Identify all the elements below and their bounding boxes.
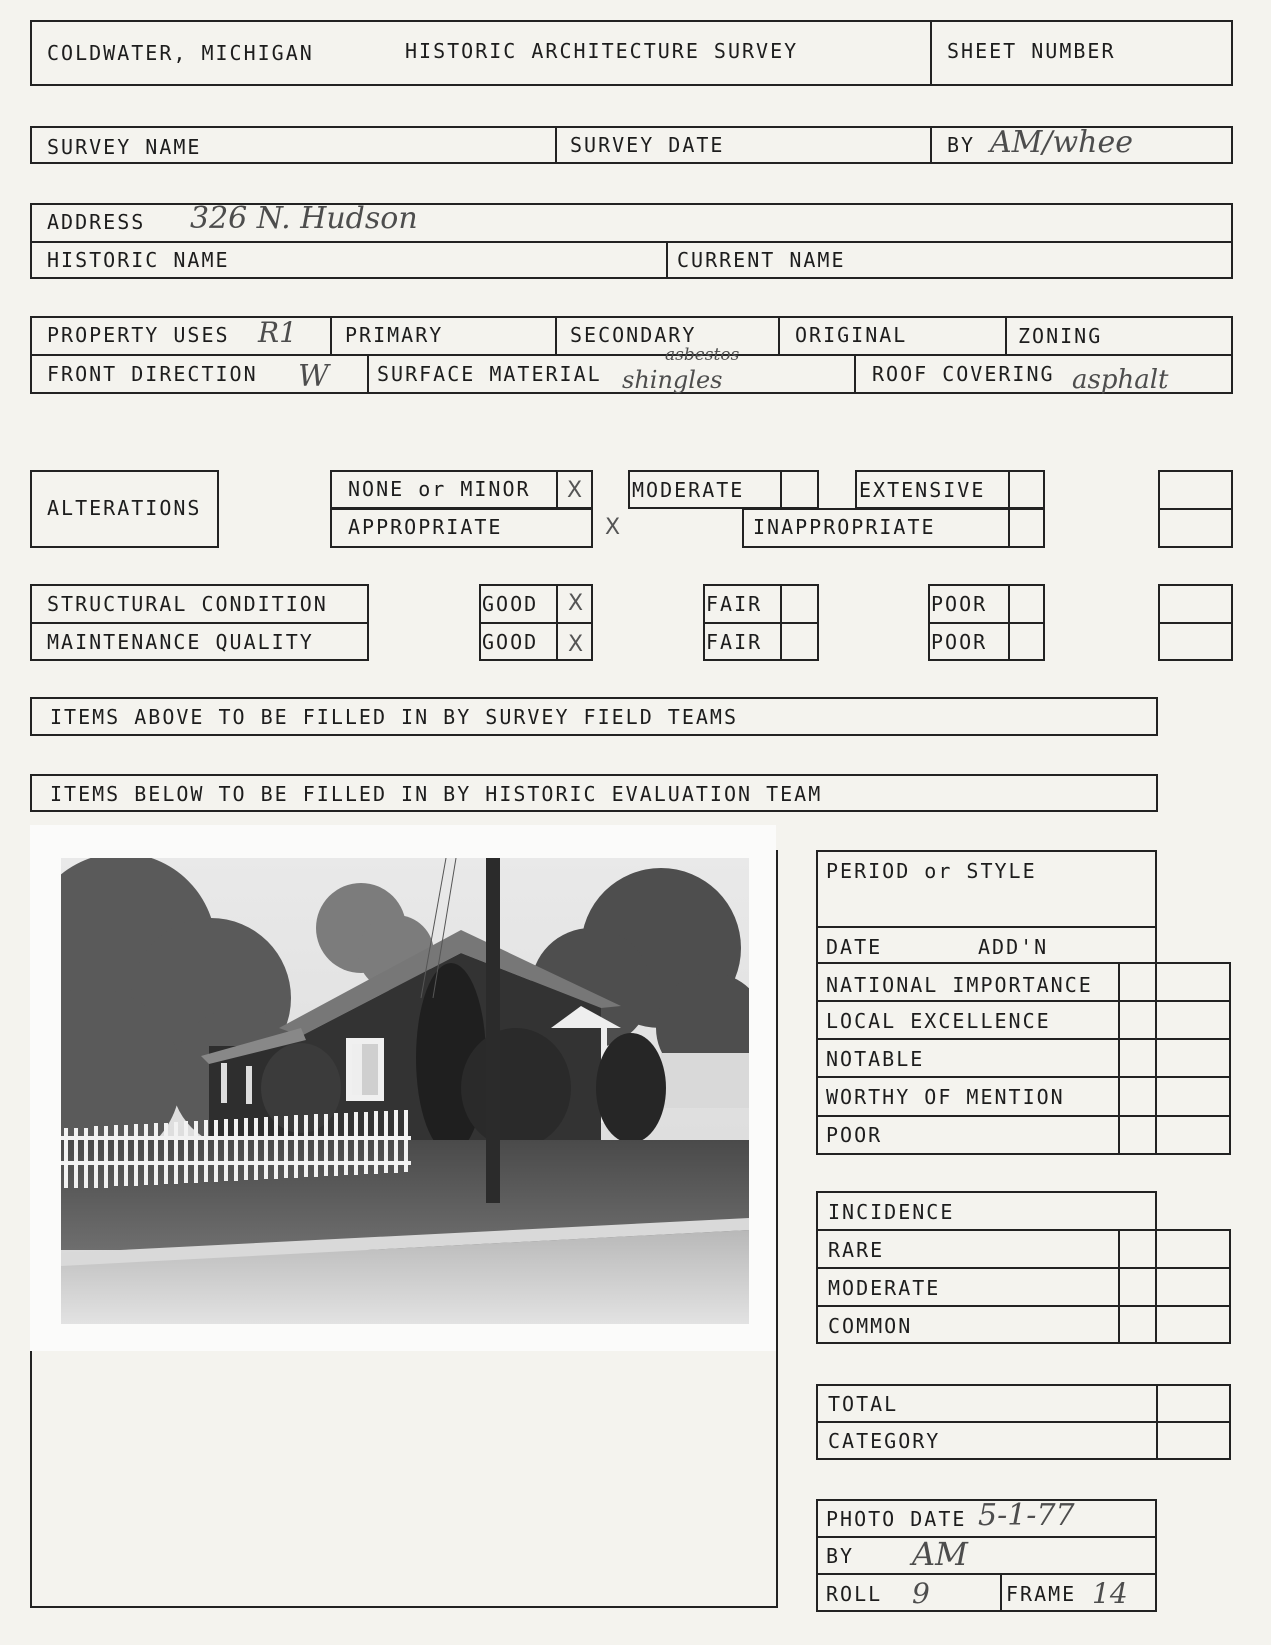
period-style-label: PERIOD or STYLE [826,859,1037,883]
roof-covering-handwriting: asphalt [1072,365,1169,395]
addn-label: ADD'N [978,935,1049,959]
rare-label: RARE [828,1238,885,1262]
roll-label: ROLL [826,1582,883,1606]
header-divider [930,20,932,86]
eval-poor-label: POOR [826,1123,883,1147]
incidence-moderate-label: MODERATE [828,1276,941,1300]
condition-label-divider [30,622,369,624]
property-uses-label: PROPERTY USES [47,323,230,347]
property-col-1 [330,316,332,354]
zoning-label: ZONING [1018,324,1103,348]
structural-good-mark: X [568,591,584,616]
poor-divider [928,622,1045,624]
eval-row-line-7 [1118,1153,1231,1155]
none-minor-check-divider [556,470,558,509]
eval-row-line-4 [816,1038,1231,1040]
appropriate-mark: X [605,515,621,540]
incidence-line-1 [816,1229,1231,1231]
poor-check-divider [1008,584,1010,661]
frame-handwriting: 14 [1092,1577,1128,1610]
photo-info-col [1000,1573,1002,1612]
good-check-divider [556,584,558,661]
sheet-number-label: SHEET NUMBER [947,39,1116,63]
extensive-check-divider [1008,470,1010,509]
incidence-line-4 [1118,1342,1231,1344]
structural-poor-label: POOR [931,592,988,616]
property-col-4 [1005,316,1007,354]
house-photograph [61,858,749,1324]
maintenance-quality-label: MAINTENANCE QUALITY [47,630,314,654]
property-col-2 [555,316,557,354]
photo-area-right-border [776,850,778,1608]
maintenance-good-label: GOOD [482,630,539,654]
structural-condition-label: STRUCTURAL CONDITION [47,592,328,616]
surface-material-handwriting-top: asbestos [665,345,740,365]
roll-handwriting: 9 [912,1577,930,1610]
original-label: ORIGINAL [795,323,908,347]
national-importance-label: NATIONAL IMPORTANCE [826,973,1093,997]
incidence-label: INCIDENCE [828,1200,955,1224]
alterations-score-divider [1158,508,1233,510]
property-col-6 [854,354,856,394]
fair-divider [703,622,819,624]
alterations-label: ALTERATIONS [47,496,202,520]
photo-date-handwriting: 5-1-77 [978,1498,1075,1533]
survey-name-label: SURVEY NAME [47,135,202,159]
eval-row-line-1 [816,926,1157,928]
roof-covering-label: ROOF COVERING [872,362,1055,386]
survey-by-handwriting: AM/whee [990,125,1133,160]
evaluation-table [816,850,1157,1155]
photo-area-bottom-border [30,1606,778,1608]
notable-label: NOTABLE [826,1047,925,1071]
photo-area-left-border [30,1340,32,1608]
front-direction-handwriting: W [298,359,329,394]
eval-col-line-1 [1118,962,1120,1155]
photo-info-line-2 [816,1573,1157,1575]
inappropriate-label: INAPPROPRIATE [753,515,936,539]
property-divider [30,354,1233,356]
items-above-note: ITEMS ABOVE TO BE FILLED IN BY SURVEY FIELD TEAMS [50,705,739,729]
total-label: TOTAL [828,1392,899,1416]
secondary-label: SECONDARY [570,323,697,347]
eval-col-line-2 [1229,962,1231,1155]
survey-by-label: BY [947,133,976,157]
local-excellence-label: LOCAL EXCELLENCE [826,1009,1051,1033]
common-label: COMMON [828,1314,913,1338]
moderate-check-divider [780,470,782,509]
surface-material-handwriting: shingles [622,366,723,394]
condition-score-divider [1158,622,1233,624]
items-below-note: ITEMS BELOW TO BE FILLED IN BY HISTORIC EVALUATION TEAM [50,782,823,806]
photo-info-line-1 [816,1536,1157,1538]
fair-check-divider [780,584,782,661]
eval-row-line-2 [816,962,1231,964]
total-category-line [816,1421,1231,1423]
none-minor-label: NONE or MINOR [348,477,531,501]
photo-by-label: BY [826,1544,855,1568]
address-divider [30,241,1233,243]
incidence-line-2 [816,1267,1231,1269]
frame-label: FRAME [1006,1582,1077,1606]
property-col-5 [367,354,369,394]
current-name-divider [666,241,668,279]
incidence-col-1 [1118,1229,1120,1344]
extensive-label: EXTENSIVE [859,478,986,502]
eval-row-line-6 [816,1115,1231,1117]
date-label: DATE [826,935,883,959]
surface-material-label: SURFACE MATERIAL [377,362,602,386]
property-col-3 [778,316,780,354]
incidence-line-3 [816,1305,1231,1307]
photo-by-handwriting: AM [912,1535,968,1573]
survey-divider-1 [555,126,557,164]
maintenance-good-mark: X [568,632,584,657]
survey-divider-2 [930,126,932,164]
property-uses-handwriting: R1 [258,316,297,349]
historic-name-label: HISTORIC NAME [47,248,230,272]
eval-row-line-5 [816,1076,1231,1078]
total-category-col [1156,1384,1158,1460]
current-name-label: CURRENT NAME [677,248,846,272]
maintenance-fair-label: FAIR [706,630,763,654]
moderate-label: MODERATE [632,478,745,502]
maintenance-poor-label: POOR [931,630,988,654]
photo-date-label: PHOTO DATE [826,1507,967,1531]
primary-label: PRIMARY [345,323,444,347]
location-text: COLDWATER, MICHIGAN [47,41,314,65]
eval-row-line-3 [816,1000,1231,1002]
structural-good-label: GOOD [482,592,539,616]
form-title: HISTORIC ARCHITECTURE SURVEY [405,39,799,63]
survey-date-label: SURVEY DATE [570,133,725,157]
structural-fair-label: FAIR [706,592,763,616]
inappropriate-check-divider [1008,508,1010,548]
good-divider [479,622,593,624]
appropriate-label: APPROPRIATE [348,515,503,539]
front-direction-label: FRONT DIRECTION [47,362,258,386]
category-label: CATEGORY [828,1429,941,1453]
incidence-col-2 [1229,1229,1231,1344]
address-label: ADDRESS [47,210,146,234]
address-handwriting: 326 N. Hudson [190,201,418,236]
none-minor-mark: X [567,478,583,503]
worthy-of-mention-label: WORTHY OF MENTION [826,1085,1065,1109]
